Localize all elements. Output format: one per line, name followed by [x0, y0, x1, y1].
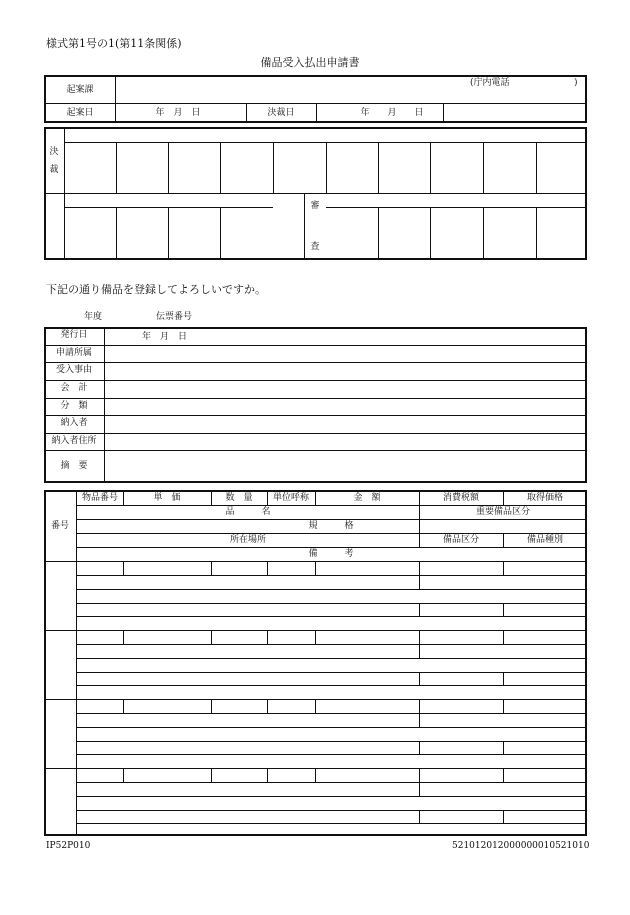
col-shohizei: 消費税額	[442, 493, 480, 503]
shinsa-char-1: 審	[310, 201, 320, 211]
shinsa-stamp-cell[interactable]	[484, 208, 535, 259]
kessai-bi-date[interactable]: 年 月 日	[360, 108, 424, 118]
info-row-label: 摘 要	[60, 461, 88, 471]
denpyo-bango-label: 伝票番号	[156, 312, 193, 322]
page-title: 備品受入払出申請書	[260, 56, 360, 69]
col-kingaku: 金 額	[353, 493, 381, 503]
chonai-tel-close: )	[574, 78, 578, 88]
kian-ka-label: 起案課	[66, 85, 94, 95]
kessai-stamp-cell[interactable]	[484, 143, 535, 192]
item-number-cell[interactable]	[45, 631, 75, 698]
info-row-label: 分 類	[60, 401, 88, 411]
col-shozai: 所在場所	[229, 535, 267, 545]
item-entry-row[interactable]	[77, 562, 586, 629]
kian-bi-date[interactable]: 年 月 日	[155, 108, 201, 118]
col-tani-kosho: 単位呼称	[272, 493, 310, 503]
kessai-stamp-cell[interactable]	[274, 143, 325, 192]
shinsa-stamp-cell[interactable]	[221, 208, 272, 259]
kessai-stamp-cell[interactable]	[169, 143, 219, 192]
kessai-stamp-cell[interactable]	[221, 143, 272, 192]
col-juyo-kubun: 重要備品区分	[475, 507, 531, 517]
item-entry-row[interactable]	[77, 700, 586, 767]
col-suryo: 数 量	[225, 493, 253, 503]
col-buppin-bango: 物品番号	[81, 493, 119, 503]
info-row-label: 申請所属	[55, 348, 93, 358]
shinsa-char-2: 査	[310, 242, 320, 252]
kian-bi-label: 起案日	[66, 108, 94, 118]
info-row-label: 受入事由	[55, 365, 93, 375]
info-row-field[interactable]	[105, 434, 586, 449]
kessai-stamp-cell[interactable]	[537, 143, 586, 192]
kessai-stamp-cell[interactable]	[117, 143, 167, 192]
kessai-stamp-cell[interactable]	[65, 143, 115, 192]
item-entry-row[interactable]	[77, 631, 586, 698]
kian-ka-field[interactable]	[116, 77, 586, 102]
shinsa-stamp-cell[interactable]	[379, 208, 429, 259]
shinsa-stamp-cell[interactable]	[537, 208, 586, 259]
col-hinmei: 品 名	[225, 507, 271, 517]
shinsa-stamp-cell[interactable]	[65, 208, 115, 259]
shinsa-stamp-cell[interactable]	[431, 208, 482, 259]
info-row-label: 会 計	[60, 383, 88, 393]
shinsa-stamp-cell[interactable]	[327, 208, 377, 259]
kessai-bi-label: 決裁日	[267, 108, 295, 118]
col-bihin-shubetsu: 備品種別	[526, 535, 564, 545]
col-tanka: 単 価	[153, 493, 181, 503]
info-row-field[interactable]	[105, 346, 586, 361]
serial-number: 521012012000000010521010	[452, 841, 590, 851]
info-row-field[interactable]	[105, 399, 586, 414]
shinsa-stamp-cell[interactable]	[117, 208, 167, 259]
item-number-cell[interactable]	[45, 769, 75, 836]
info-row-field[interactable]	[105, 381, 586, 397]
col-bango: 番号	[50, 521, 70, 531]
nendo-label: 年度	[84, 312, 103, 322]
kessai-stamp-cell[interactable]	[431, 143, 482, 192]
kessai-stamp-cell[interactable]	[379, 143, 429, 192]
form-code: IP52P010	[46, 841, 91, 851]
item-number-cell[interactable]	[45, 700, 75, 767]
info-row-label: 納入者	[60, 418, 88, 428]
col-bihin-kubun: 備品区分	[442, 535, 480, 545]
shinsa-stamp-cell[interactable]	[169, 208, 219, 259]
info-row-label: 発行日	[60, 330, 88, 340]
item-number-cell[interactable]	[45, 562, 75, 629]
col-kikaku: 規 格	[308, 521, 354, 531]
kessai-char-2: 裁	[49, 165, 59, 175]
statement-text: 下記の通り備品を登録してよろしいですか。	[46, 283, 266, 296]
col-biko: 備 考	[308, 549, 354, 559]
col-shutoku-kakaku: 取得価格	[526, 493, 564, 503]
item-entry-row[interactable]	[77, 769, 586, 836]
kessai-char-1: 決	[49, 147, 59, 157]
chonai-tel-label: (庁内電話	[470, 78, 510, 88]
info-row-field[interactable]	[105, 451, 586, 482]
kessai-stamp-cell[interactable]	[327, 143, 377, 192]
info-row-field[interactable]	[105, 416, 586, 432]
form-reference: 様式第1号の1(第11条関係)	[46, 37, 182, 50]
info-row-label: 納入者住所	[51, 436, 97, 446]
info-row-field[interactable]	[105, 363, 586, 379]
hakko-date[interactable]: 年 月 日	[142, 332, 188, 342]
